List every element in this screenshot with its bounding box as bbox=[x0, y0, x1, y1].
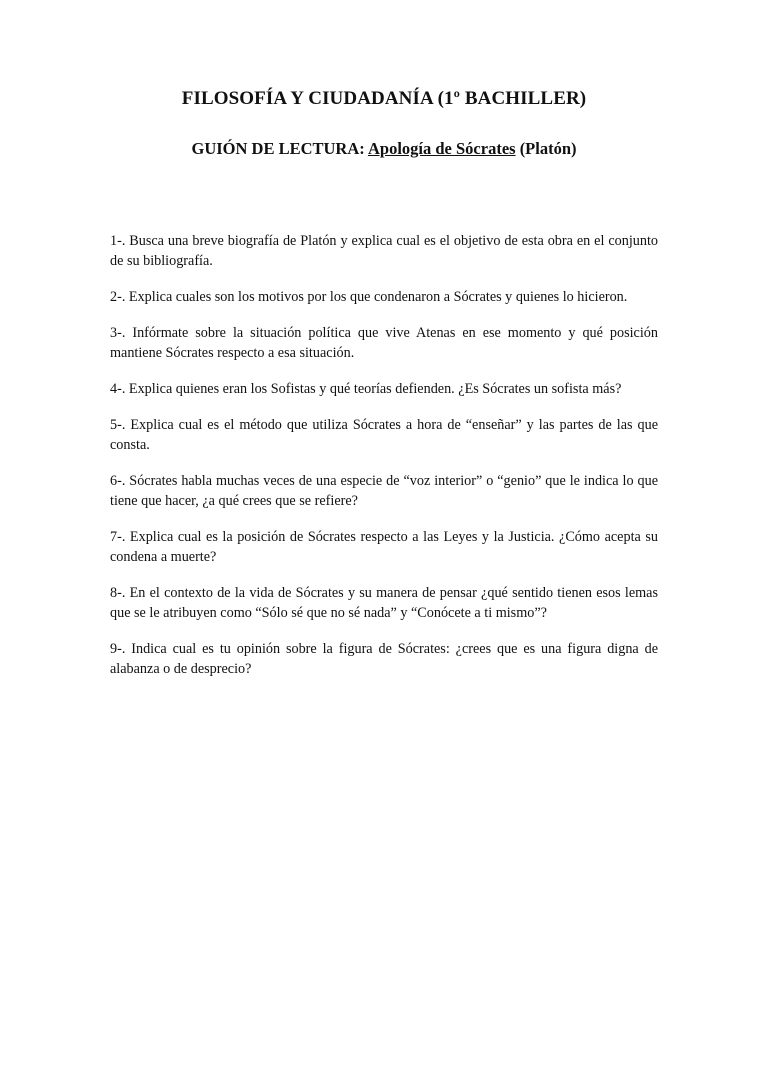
question-item: 5-. Explica cual es el método que utiliza Sócrates a hora de “enseñar” y las partes de las que consta. bbox=[110, 417, 658, 453]
question-item: 1-. Busca una breve biografía de Platón y explica cual es el objetivo de esta obra en el conjunto de su bibliografía. bbox=[110, 233, 658, 269]
question-item: 3-. Infórmate sobre la situación política que vive Atenas en ese momento y qué posición mantiene Sócrates respecto a esa situación. bbox=[110, 325, 658, 361]
question-item: 2-. Explica cuales son los motivos por los que condenaron a Sócrates y quienes lo hicieron. bbox=[110, 289, 628, 305]
question-list bbox=[110, 231, 658, 695]
document-subtitle bbox=[0, 139, 768, 159]
question-item: 6-. Sócrates habla muchas veces de una especie de “voz interior” o “genio” que le indica lo que tiene que hacer, ¿a qué crees que se refiere? bbox=[110, 473, 658, 509]
question-item: 9-. Indica cual es tu opinión sobre la figura de Sócrates: ¿crees que es una figura digna de alabanza o de desprecio? bbox=[110, 641, 658, 677]
document-title: FILOSOFÍA Y CIUDADANÍA (1º BACHILLER) bbox=[181, 88, 587, 109]
work-author: (Platón) bbox=[519, 139, 577, 158]
subtitle-label: GUIÓN DE LECTURA: bbox=[191, 139, 365, 158]
question-item: 4-. Explica quienes eran los Sofistas y qué teorías defienden. ¿Es Sócrates un sofista más? bbox=[110, 381, 622, 397]
question-item: 7-. Explica cual es la posición de Sócrates respecto a las Leyes y la Justicia. ¿Cómo acepta su condena a muerte? bbox=[110, 529, 658, 565]
work-title: Apología de Sócrates bbox=[367, 139, 516, 158]
question-item: 8-. En el contexto de la vida de Sócrates y su manera de pensar ¿qué sentido tienen esos lemas que se le atribuyen como “Sólo sé que no sé nada” y “Conócete a ti mismo”? bbox=[110, 585, 658, 621]
